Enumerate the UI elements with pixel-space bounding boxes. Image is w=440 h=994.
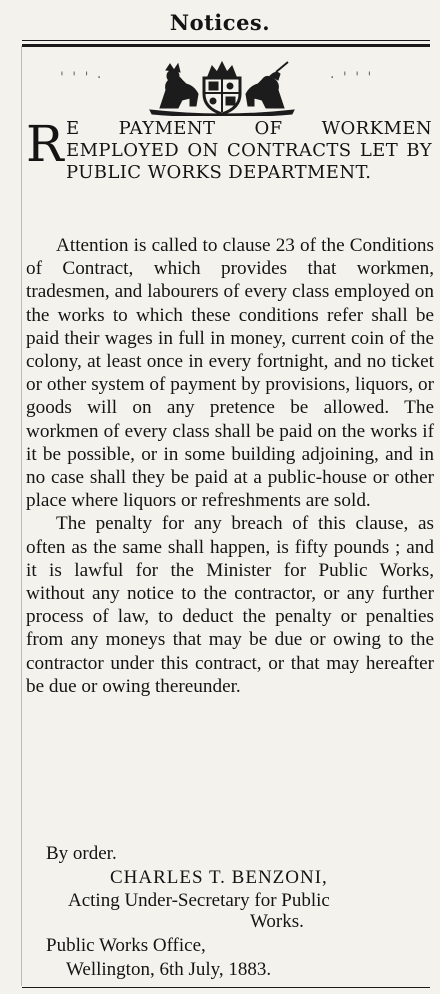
notice-headline: [26, 115, 432, 184]
notice-body: [26, 234, 434, 698]
headline-text: E PAYMENT OF WORKMEN EMPLOYED ON CONTRACTS LET BY PUBLIC WORKS DEPARTMENT.: [66, 118, 432, 183]
signatory-title-line-2: Works.: [250, 911, 304, 932]
section-title: Notices.: [169, 10, 271, 35]
print-speckle-left: ' ' ' ·: [60, 70, 104, 86]
headline-drop-cap: R: [26, 115, 65, 173]
header-rule-top: [22, 40, 430, 41]
office-line: Public Works Office,: [46, 935, 206, 956]
place-date-line: Wellington, 6th July, 1883.: [66, 959, 272, 980]
signatory-title-line-1: Acting Under-Secretary for Public: [68, 890, 330, 911]
body-paragraph-2: The penalty for any breach of this clause, as often as the same shall happen, is fifty pounds ; and it is lawful for the Minister for Public Works, without any notice to the contractor, or any further process of law, to deduct the penalty or penalties from any moneys that may be due or owing to the contractor under this contract, or that may hereafter be due or owing thereunder.: [26, 513, 434, 697]
by-order-line: By order.: [46, 843, 117, 864]
royal-coat-of-arms-emblem: [142, 60, 302, 116]
bottom-rule: [22, 987, 430, 988]
body-paragraph-1: Attention is called to clause 23 of the Conditions of Contract, which provides that workmen, tradesmen, and labourers of every class employed on the works to which these conditions refer shall be paid their wages in full in money, current coin of the colony, at least once in every fortnight, and no ticket or other system of payment by provisions, liquors, or goods will on any pretence be allowed. The workmen of every class shall be paid on the works if it be possible, or in some building adjoining, and in no case shall they be paid at a public-house or other place where liquors or refreshments are sold.: [26, 235, 434, 512]
print-speckle-right: · ' ' ': [330, 70, 374, 86]
column-margin-line: [21, 46, 22, 986]
signatory-name: CHARLES T. BENZONI,: [110, 867, 328, 888]
header-rule-bottom: [22, 44, 430, 47]
